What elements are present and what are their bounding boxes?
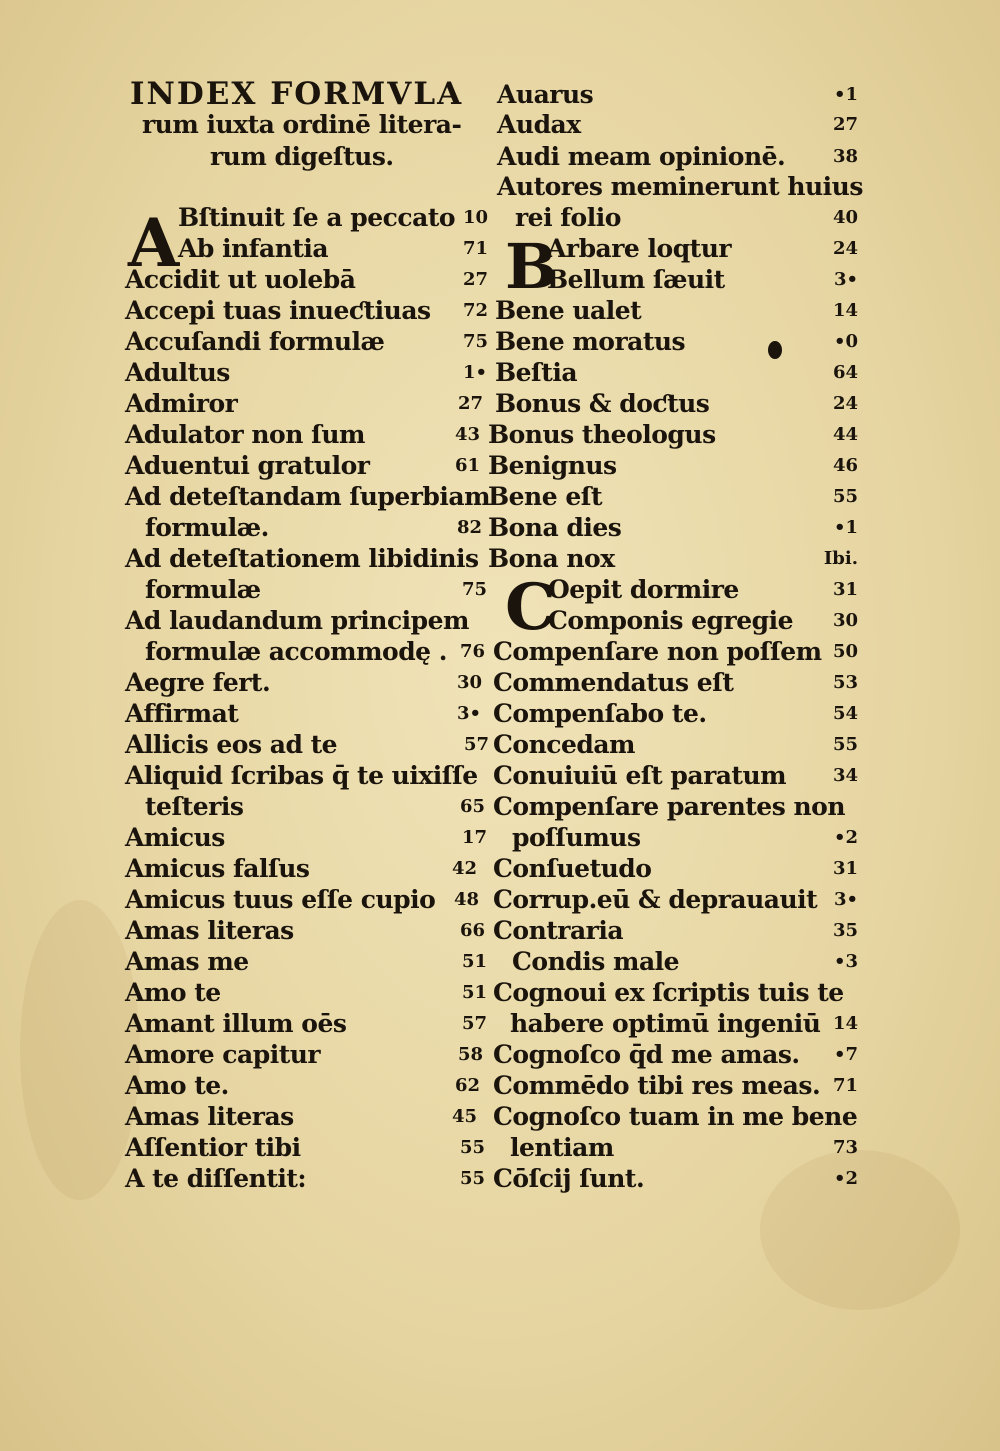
left-entry: Adulator non ſum — [125, 420, 365, 449]
right-entry: Corrup.eū & deprauauit — [493, 885, 818, 914]
right-page-number: 73 — [832, 1137, 858, 1158]
dropcap-b: B — [505, 230, 558, 303]
right-entry: Compenſare non poſſem — [493, 637, 822, 666]
dropcap-a: A — [128, 204, 180, 282]
right-page-number: 34 — [832, 765, 858, 786]
left-page-number: 42 — [452, 858, 478, 879]
left-page-number: 65 — [460, 796, 486, 817]
right-page-number: 31 — [832, 579, 858, 600]
left-page-number: 30 — [457, 672, 483, 693]
right-page-number: •2 — [833, 827, 858, 848]
left-entry: Aduentui gratulor — [125, 451, 370, 480]
right-page-number: •1 — [833, 84, 858, 105]
left-entry: Admiror — [125, 389, 238, 418]
right-entry: Compenſare parentes non — [493, 792, 846, 821]
right-entry: Cōſcij ſunt. — [493, 1164, 645, 1193]
left-page-number: 10 — [463, 207, 489, 228]
right-page-number: •0 — [833, 331, 858, 352]
right-entry: Bonus theologus — [488, 420, 716, 449]
right-entry: habere optimū ingeniū — [510, 1009, 821, 1038]
left-page-number: 72 — [463, 300, 489, 321]
right-entry: Oepit dormire — [548, 575, 739, 604]
left-entry: Aliquid ſcribas q̄ te uixiſſe — [125, 761, 478, 790]
right-entry: Conuiuiū eſt paratum — [493, 761, 787, 790]
right-page-number: Ibi. — [823, 548, 858, 569]
right-page-number: •1 — [833, 517, 858, 538]
right-page-number: 14 — [832, 1013, 858, 1034]
left-page-number: 61 — [455, 455, 481, 476]
left-page-number: 62 — [455, 1075, 481, 1096]
left-page-number: 58 — [458, 1044, 484, 1065]
left-page-number: 71 — [463, 238, 489, 259]
left-page-number: 66 — [460, 920, 486, 941]
right-entry: Bellum ſæuit — [547, 265, 725, 294]
right-page-number: 44 — [832, 424, 858, 445]
right-page-number: •3 — [833, 951, 858, 972]
right-page-number: 40 — [832, 207, 858, 228]
left-entry: Accidit ut uolebā — [125, 265, 356, 294]
left-entry: Amas literas — [125, 916, 294, 945]
right-entry: Conſuetudo — [493, 854, 652, 883]
left-entry: Amicus falſus — [125, 854, 310, 883]
left-page-number: 55 — [460, 1168, 486, 1189]
right-entry: rei folio — [515, 203, 621, 232]
left-entry: Amas me — [125, 947, 249, 976]
right-entry: Bene moratus — [495, 327, 686, 356]
left-page-number: 27 — [463, 269, 489, 290]
left-entry: formulæ. — [145, 513, 269, 542]
left-entry: Ad laudandum principem — [125, 606, 470, 635]
left-page-number: 57 — [464, 734, 490, 755]
left-page-number: 48 — [454, 889, 480, 910]
right-page-number: 71 — [832, 1075, 858, 1096]
right-page-number: 55 — [832, 734, 858, 755]
right-entry: Benignus — [488, 451, 617, 480]
left-entry: Ad deteſtationem libidinis — [125, 544, 479, 573]
right-page-number: 24 — [832, 393, 858, 414]
right-page-number: •7 — [833, 1044, 858, 1065]
left-entry: formulæ — [145, 575, 261, 604]
left-page-number: 75 — [462, 579, 488, 600]
left-entry: teſteris — [145, 792, 244, 821]
right-page-number: 38 — [832, 146, 858, 167]
right-entry: Cognoſco q̄d me amas. — [493, 1040, 800, 1069]
index-title: INDEX FORMVLA — [130, 76, 464, 112]
right-entry: Cognoui ex ſcriptis tuis te — [493, 978, 844, 1007]
left-entry: Affirmat — [125, 699, 239, 728]
left-page-number: 45 — [452, 1106, 478, 1127]
right-entry: Compenſabo te. — [493, 699, 707, 728]
left-page-number: 27 — [458, 393, 484, 414]
paper-stain — [760, 1150, 960, 1310]
left-entry: formulæ accommodę . — [145, 637, 447, 666]
right-page-number: 54 — [832, 703, 858, 724]
left-entry: Amore capitur — [125, 1040, 321, 1069]
right-page-number: 24 — [832, 238, 858, 259]
right-page-number: 55 — [832, 486, 858, 507]
left-page-number: 3• — [457, 703, 482, 724]
right-page-number: 53 — [832, 672, 858, 693]
right-page-number: 46 — [832, 455, 858, 476]
left-page-number: 51 — [462, 982, 488, 1003]
ink-blot — [768, 341, 782, 359]
right-entry: Bonus & doƈtus — [495, 389, 710, 418]
right-page-number: 31 — [832, 858, 858, 879]
left-entry: Amo te. — [125, 1071, 229, 1100]
left-entry: Amicus — [125, 823, 225, 852]
right-entry: Audi meam opinionē. — [497, 142, 786, 171]
right-entry: Contraria — [493, 916, 624, 945]
left-page-number: 82 — [457, 517, 483, 538]
right-entry: Componis egregie — [548, 606, 793, 635]
right-page-number: 27 — [832, 114, 858, 135]
right-entry: Autores meminerunt huius — [497, 172, 863, 201]
left-page-number: 17 — [462, 827, 488, 848]
left-page-number: 55 — [460, 1137, 486, 1158]
right-page-number: 50 — [832, 641, 858, 662]
left-page-number: 51 — [462, 951, 488, 972]
right-entry: Bona nox — [488, 544, 615, 573]
right-entry: Auarus — [497, 80, 594, 109]
right-entry: Concedam — [493, 730, 636, 759]
left-entry: Accuſandi formulæ — [125, 327, 385, 356]
left-entry: A te diſſentit: — [125, 1164, 307, 1193]
right-entry: Arbare loqtur — [547, 234, 732, 263]
left-page-number: 75 — [463, 331, 489, 352]
title-line-2: rum iuxta ordinē litera- — [142, 110, 462, 139]
left-entry: Adultus — [125, 358, 230, 387]
title-line-3: rum digeſtus. — [210, 142, 394, 171]
right-entry: Commendatus eſt — [493, 668, 734, 697]
right-entry: lentiam — [510, 1133, 614, 1162]
right-page-number: 3• — [833, 269, 858, 290]
left-entry: Amo te — [125, 978, 221, 1007]
left-entry: Amicus tuus eſſe cupio — [125, 885, 436, 914]
left-page-number: 57 — [462, 1013, 488, 1034]
right-page-number: 35 — [832, 920, 858, 941]
right-entry: Bona dies — [488, 513, 622, 542]
right-entry: Cognoſco tuam in me bene — [493, 1102, 858, 1131]
left-page-number: 43 — [455, 424, 481, 445]
left-entry: Allicis eos ad te — [125, 730, 338, 759]
right-page-number: 14 — [832, 300, 858, 321]
left-entry: Ad deteſtandam ſuperbiam — [125, 482, 491, 511]
right-entry: poſſumus — [512, 823, 641, 852]
right-entry: Bene eſt — [488, 482, 603, 511]
left-entry: Bſtinuit ſe a peccato — [178, 203, 456, 232]
right-page-number: •2 — [833, 1168, 858, 1189]
right-page-number: 30 — [832, 610, 858, 631]
left-page-number: 76 — [460, 641, 486, 662]
left-entry: Accepi tuas inueƈtiuas — [125, 296, 431, 325]
right-entry: Beſtia — [495, 358, 578, 387]
left-entry: Aſſentior tibi — [125, 1133, 301, 1162]
right-entry: Audax — [497, 110, 581, 139]
left-entry: Ab infantia — [178, 234, 329, 263]
left-entry: Amas literas — [125, 1102, 294, 1131]
dropcap-c: C — [505, 570, 556, 645]
right-entry: Commēdo tibi res meas. — [493, 1071, 821, 1100]
right-entry: Condis male — [512, 947, 680, 976]
left-entry: Amant illum oēs — [125, 1009, 347, 1038]
right-page-number: 64 — [832, 362, 858, 383]
left-page-number: 1• — [463, 362, 488, 383]
left-entry: Aegre fert. — [125, 668, 271, 697]
right-page-number: 3• — [833, 889, 858, 910]
right-entry: Bene ualet — [495, 296, 642, 325]
paper-stain — [20, 900, 140, 1200]
